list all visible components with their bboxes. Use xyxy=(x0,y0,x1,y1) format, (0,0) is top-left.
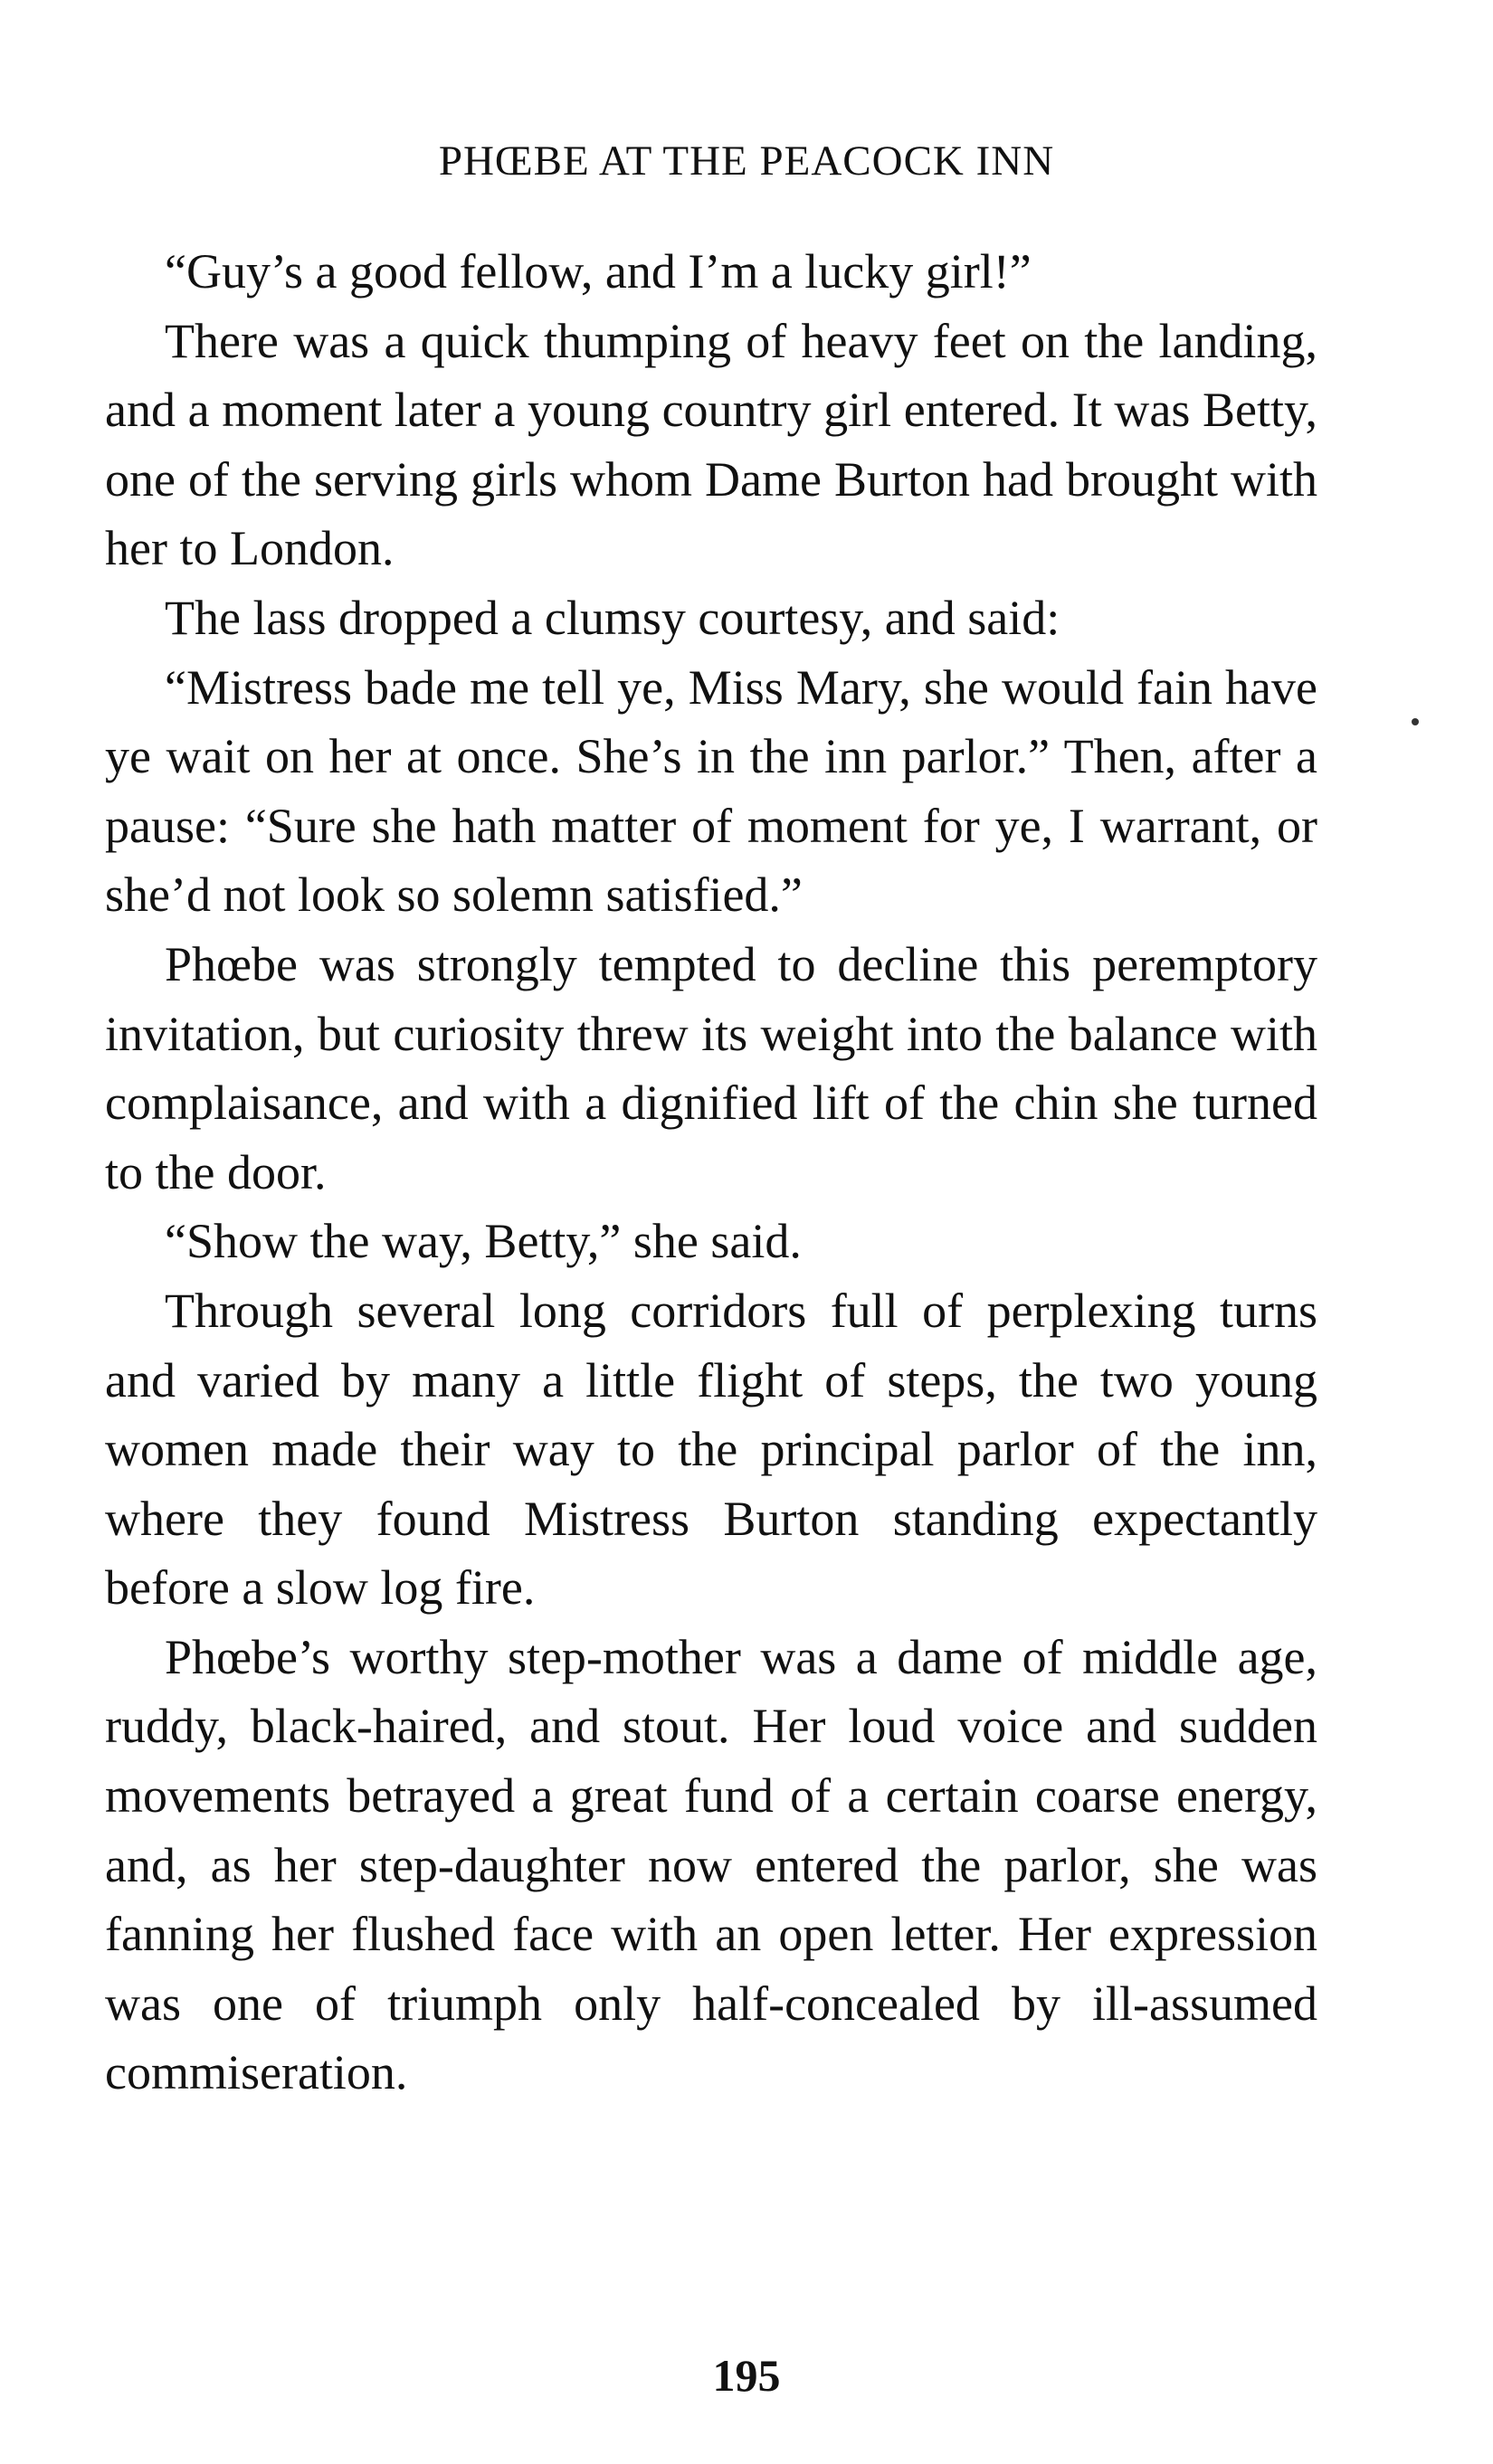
paragraph: There was a quick thumping of heavy feet on the landing, and a moment later a young country girl entered. It was Betty, one of the serving girls whom Dame Burton had brought with her to London. xyxy=(105,313,1317,576)
paragraph: “Mistress bade me tell ye, Miss Mary, she would fain have ye wait on her at once. She’s in the inn parlor.” Then, after a pause: “Sure she hath matter of moment for ye, I warrant, or she’d not look so solemn satisfied.” xyxy=(105,659,1317,923)
paragraph: “Show the way, Betty,” she said. xyxy=(165,1214,802,1269)
page-number: 195 xyxy=(712,2350,781,2401)
paragraph: Phœbe was strongly tempted to decline this peremptory invitation, but curiosity threw its weight into the balance with complaisance, and with a dignified lift of the chin she turned to the door. xyxy=(105,936,1317,1199)
paragraph: “Guy’s a good fellow, and I’m a lucky girl!” xyxy=(165,244,1032,299)
paragraph: Through several long corridors full of perplexing turns and varied by many a little flight of steps, the two young women made their way to the principal parlor of the inn, where they found Mistress Burton standing expectantly before a slow log fire. xyxy=(105,1283,1317,1616)
ink-speck xyxy=(1412,718,1419,725)
paragraph: The lass dropped a clumsy courtesy, and said: xyxy=(165,590,1060,645)
paragraph: Phœbe’s worthy step-mother was a dame of middle age, ruddy, black-haired, and stout. Her loud voice and sudden movements betrayed a great fund of a certain coarse energy, and, as her step-daughter now entered the parlor, she was fanning her flushed face with an open letter. Her expression was one of triumph only half-concealed by ill-assumed commiseration. xyxy=(105,1629,1317,2100)
body-text xyxy=(105,237,1317,2108)
running-head: PHŒBE AT THE PEACOCK INN xyxy=(438,137,1055,185)
